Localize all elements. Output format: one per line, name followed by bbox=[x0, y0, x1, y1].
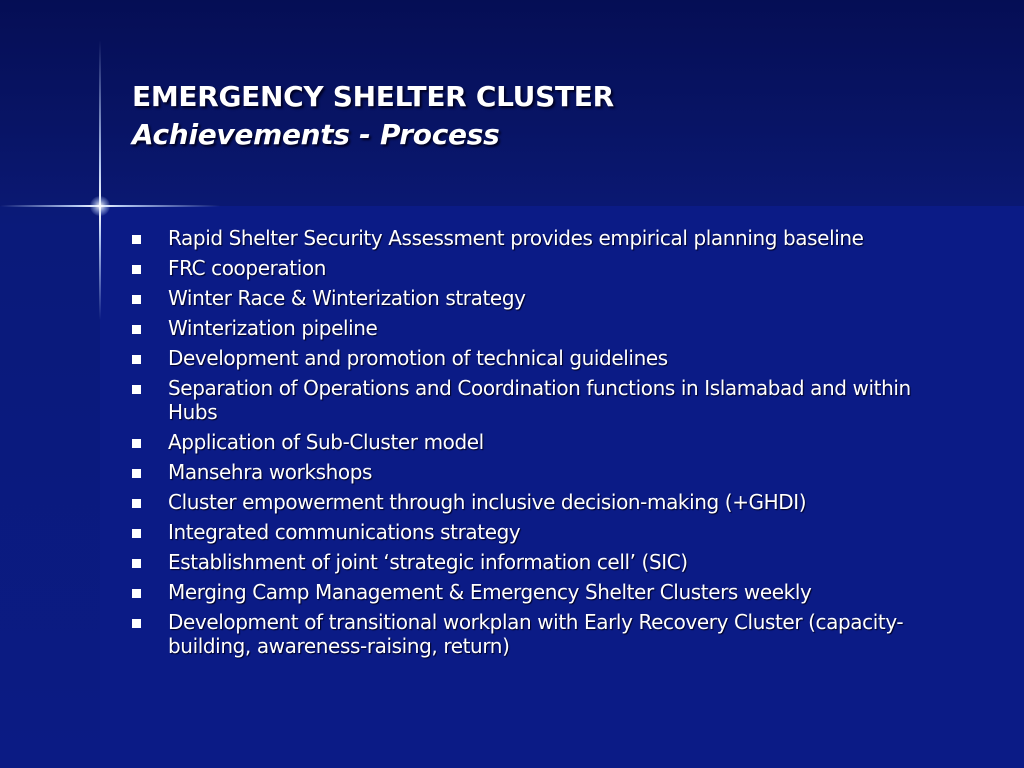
bullet-list bbox=[132, 226, 952, 664]
square-bullet-icon bbox=[132, 499, 141, 508]
bullet-text: Establishment of joint ‘strategic information cell’ (SIC) bbox=[168, 550, 688, 574]
bullet-text: Separation of Operations and Coordination functions in Islamabad and within Hubs bbox=[168, 376, 911, 424]
square-bullet-icon bbox=[132, 559, 141, 568]
slide-subtitle: Achievements - Process bbox=[132, 118, 500, 151]
square-bullet-icon bbox=[132, 589, 141, 598]
bullet-text: Rapid Shelter Security Assessment provides empirical planning baseline bbox=[168, 226, 864, 250]
bullet-item bbox=[132, 580, 952, 604]
bullet-text: Application of Sub-Cluster model bbox=[168, 430, 484, 454]
bullet-text: Integrated communications strategy bbox=[168, 520, 521, 544]
square-bullet-icon bbox=[132, 235, 141, 244]
bullet-item bbox=[132, 346, 952, 370]
bullet-item bbox=[132, 550, 952, 574]
bullet-item bbox=[132, 610, 952, 658]
sparkle-horizontal-line bbox=[0, 205, 220, 207]
bullet-text: FRC cooperation bbox=[168, 256, 326, 280]
bullet-text: Cluster empowerment through inclusive decision-making (+GHDI) bbox=[168, 490, 807, 514]
sparkle-vertical-line bbox=[99, 40, 101, 320]
square-bullet-icon bbox=[132, 265, 141, 274]
bullet-text: Winter Race & Winterization strategy bbox=[168, 286, 526, 310]
square-bullet-icon bbox=[132, 325, 141, 334]
bullet-text: Winterization pipeline bbox=[168, 316, 378, 340]
square-bullet-icon bbox=[132, 619, 141, 628]
square-bullet-icon bbox=[132, 439, 141, 448]
bullet-text: Development and promotion of technical guidelines bbox=[168, 346, 668, 370]
bullet-item bbox=[132, 520, 952, 544]
bullet-item bbox=[132, 430, 952, 454]
square-bullet-icon bbox=[132, 469, 141, 478]
bullet-item bbox=[132, 226, 952, 250]
bullet-item bbox=[132, 256, 952, 280]
bullet-item bbox=[132, 490, 952, 514]
sparkle-star-icon bbox=[90, 196, 110, 216]
bullet-item bbox=[132, 376, 952, 424]
bullet-text: Merging Camp Management & Emergency Shelter Clusters weekly bbox=[168, 580, 812, 604]
slide-title: EMERGENCY SHELTER CLUSTER bbox=[132, 80, 614, 113]
square-bullet-icon bbox=[132, 529, 141, 538]
square-bullet-icon bbox=[132, 385, 141, 394]
square-bullet-icon bbox=[132, 295, 141, 304]
square-bullet-icon bbox=[132, 355, 141, 364]
bullet-text: Mansehra workshops bbox=[168, 460, 373, 484]
bullet-item bbox=[132, 460, 952, 484]
bullet-item bbox=[132, 286, 952, 310]
bullet-item bbox=[132, 316, 952, 340]
bullet-text: Development of transitional workplan with Early Recovery Cluster (capacity-building, awareness-raising, return) bbox=[168, 610, 904, 658]
